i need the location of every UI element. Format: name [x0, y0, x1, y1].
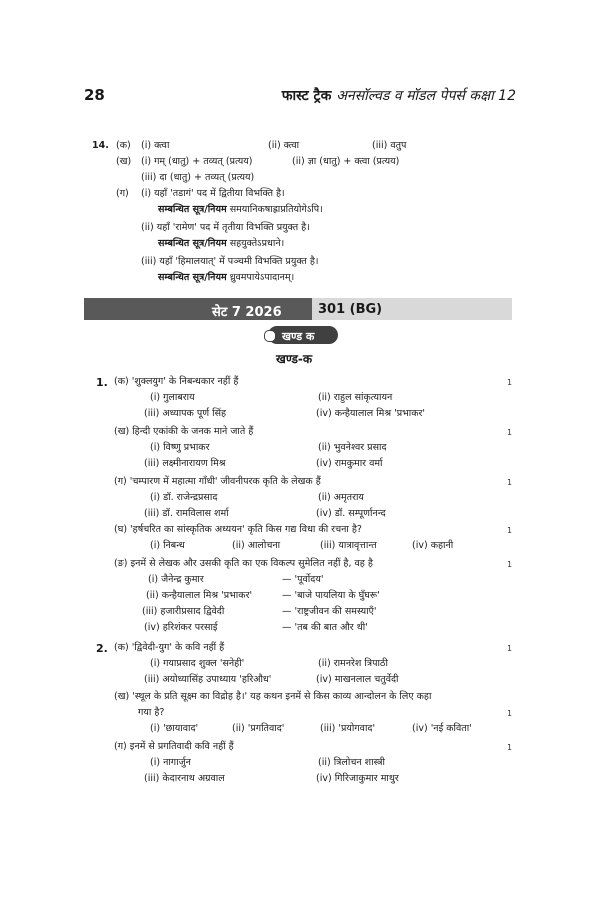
- q1-g-opt1: (i) डॉ. राजेन्द्रप्रसाद: [150, 492, 218, 503]
- set-label: सेट 7 2026: [212, 305, 282, 320]
- q1-ng-work2: — 'बाजे पायलिया के घुँघरू': [282, 590, 380, 601]
- q1-k-opt4: (iv) कन्हैयालाल मिश्र 'प्रभाकर': [316, 408, 426, 419]
- q1-k-opt3: (iii) अध्यापक पूर्ण सिंह: [144, 408, 227, 419]
- rule-label: सम्बन्धित सूत्र/नियम: [158, 204, 227, 215]
- q1-gh-opt3: (iii) यात्रावृत्तान्त: [320, 540, 377, 551]
- q2-g-question: (ग) इनमें से प्रगतिवादी कवि नहीं हैं: [114, 741, 234, 752]
- q1-k-question: (क) 'शुक्लयुग' के निबन्धकार नहीं हैं: [114, 376, 239, 387]
- q14-g-rule3: [158, 273, 294, 283]
- q1-gh-opt4: (iv) कहानी: [412, 540, 454, 551]
- q2-k-opt2: (ii) रामनरेश त्रिपाठी: [318, 658, 388, 669]
- marks: 1: [507, 428, 513, 437]
- rule-text: ध्रुवमपायेऽपादानम्।: [229, 272, 295, 283]
- q14-number: 14.: [92, 140, 109, 151]
- marks: 1: [507, 709, 513, 718]
- section-title: खण्ड-क: [276, 352, 313, 366]
- q1-g-opt2: (ii) अमृतराय: [318, 492, 364, 503]
- q2-g-opt4: (iv) गिरिजाकुमार माथुर: [316, 773, 399, 784]
- section-pill-label: खण्ड क: [282, 330, 315, 343]
- q14-g-item3: (iii) यहाँ 'हिमालयात्' में पञ्चमी विभक्ति प्रयुक्त है।: [141, 256, 319, 267]
- pill-dot-icon: [264, 330, 276, 342]
- q2-kh-opt4: (iv) 'नई कविता': [412, 723, 472, 734]
- q1-ng-author1: (i) जैनेन्द्र कुमार: [148, 574, 204, 585]
- q1-ng-author2: (ii) कन्हैयालाल मिश्र 'प्रभाकर': [146, 590, 253, 601]
- rule-text: सहयुक्तेऽप्रधाने।: [229, 238, 285, 249]
- marks: 1: [507, 743, 513, 752]
- q2-kh-opt3: (iii) 'प्रयोगवाद': [320, 723, 376, 734]
- q1-g-opt3: (iii) डॉ. रामविलास शर्मा: [144, 508, 229, 519]
- q14-k-label: (क): [116, 140, 131, 151]
- q1-ng-work3: — 'राष्ट्रजीवन की समस्याएँ': [282, 606, 377, 617]
- q14-k-opt1: (i) क्त्वा: [141, 140, 170, 151]
- q1-gh-opt2: (ii) आलोचना: [232, 540, 281, 551]
- q1-kh-opt2: (ii) भुवनेश्वर प्रसाद: [318, 442, 387, 453]
- q14-kh-opt1: (i) गम् (धातु) + तव्यत् (प्रत्यय): [141, 156, 253, 167]
- q2-k-opt3: (iii) अयोध्यासिंह उपाध्याय 'हरिऔध': [144, 674, 272, 685]
- q14-g-rule2: [158, 239, 284, 249]
- marks: 1: [507, 378, 513, 387]
- q1-g-question: (ग) 'चम्पारण में महात्मा गाँधी' जीवनीपरक कृति के लेखक हैं: [114, 476, 321, 487]
- q2-k-opt4: (iv) माखनलाल चतुर्वेदी: [316, 674, 399, 685]
- marks: 1: [507, 560, 513, 569]
- q14-g-rule1: [158, 205, 323, 215]
- q2-number: 2.: [96, 642, 108, 655]
- marks: 1: [507, 644, 513, 653]
- q2-k-question: (क) 'द्विवेदी-युग' के कवि नहीं हैं: [114, 642, 225, 653]
- q1-k-opt1: (i) गुलाबराय: [150, 392, 195, 403]
- q1-gh-question: (घ) 'हर्षचरित का सांस्कृतिक अध्ययन' कृति किस गद्य विधा की रचना है?: [114, 524, 362, 535]
- q1-ng-work4: — 'तब की बात और थी': [282, 622, 368, 633]
- q14-k-opt3: (iii) वतुप: [372, 140, 407, 151]
- marks: 1: [507, 526, 513, 535]
- q1-g-opt4: (iv) डॉ. सम्पूर्णानन्द: [316, 508, 386, 519]
- q2-kh-opt1: (i) 'छायावाद': [150, 723, 199, 734]
- q2-kh-question-line2: गया है?: [138, 707, 165, 718]
- q1-ng-author4: (iv) हरिशंकर परसाई: [144, 622, 218, 633]
- q1-kh-opt1: (i) विष्णु प्रभाकर: [150, 442, 210, 453]
- running-header: [282, 89, 516, 103]
- q2-g-opt1: (i) नागार्जुन: [150, 757, 191, 768]
- rule-label: सम्बन्धित सूत्र/नियम: [158, 238, 227, 249]
- q1-ng-author3: (iii) हजारीप्रसाद द्विवेदी: [142, 606, 225, 617]
- q1-kh-opt4: (iv) रामकुमार वर्मा: [316, 458, 383, 469]
- q1-kh-opt3: (iii) लक्ष्मीनारायण मिश्र: [144, 458, 226, 469]
- q14-kh-label: (ख): [116, 156, 132, 167]
- q2-g-opt3: (iii) केदारनाथ अग्रवाल: [144, 773, 225, 784]
- header-title-bold: फास्ट ट्रैक: [281, 88, 332, 104]
- rule-label: सम्बन्धित सूत्र/नियम: [158, 272, 227, 283]
- q2-kh-question-line1: (ख) 'स्थूल के प्रति सूक्ष्म का विद्रोह है।' यह कथन इनमें से किस काव्य आन्दोलन के लिए कहा: [114, 691, 432, 702]
- q14-g-label: (ग): [116, 188, 129, 199]
- q1-kh-question: (ख) हिन्दी एकांकी के जनक माने जाते हैं: [114, 426, 254, 437]
- q1-gh-opt1: (i) निबन्ध: [150, 540, 185, 551]
- paper-code: 301 (BG): [318, 302, 383, 317]
- q2-kh-opt2: (ii) 'प्रगतिवाद': [232, 723, 285, 734]
- marks: 1: [507, 478, 513, 487]
- q2-g-opt2: (ii) त्रिलोचन शास्त्री: [318, 757, 385, 768]
- q14-kh-opt2: (ii) ज्ञा (धातु) + क्त्वा (प्रत्यय): [292, 156, 400, 167]
- q14-g-item2: (ii) यहाँ 'रामेण' पद में तृतीया विभक्ति प्रयुक्त है।: [141, 222, 310, 233]
- header-title-rest: अनसॉल्वड व मॉडल पेपर्स कक्षा 12: [336, 88, 516, 104]
- q14-kh-opt3: (iii) दा (धातु) + तव्यत् (प्रत्यय): [141, 172, 255, 183]
- q1-ng-question: (ङ) इनमें से लेखक और उसकी कृति का एक विकल्प सुमेलित नहीं है, वह है: [114, 558, 373, 569]
- page-number: 28: [84, 86, 105, 104]
- q14-k-opt2: (ii) क्त्वा: [268, 140, 300, 151]
- q2-k-opt1: (i) गयाप्रसाद शुक्ल 'सनेही': [150, 658, 245, 669]
- q14-g-item1: (i) यहाँ 'तडागं' पद में द्वितीया विभक्ति है।: [141, 188, 285, 199]
- q1-number: 1.: [96, 376, 108, 389]
- q1-ng-work1: — 'पूर्वोदय': [282, 574, 324, 585]
- rule-text: समयानिकषाह्राप्रतियोगेऽपि।: [229, 204, 323, 215]
- q1-k-opt2: (ii) राहुल सांकृत्यायन: [318, 392, 393, 403]
